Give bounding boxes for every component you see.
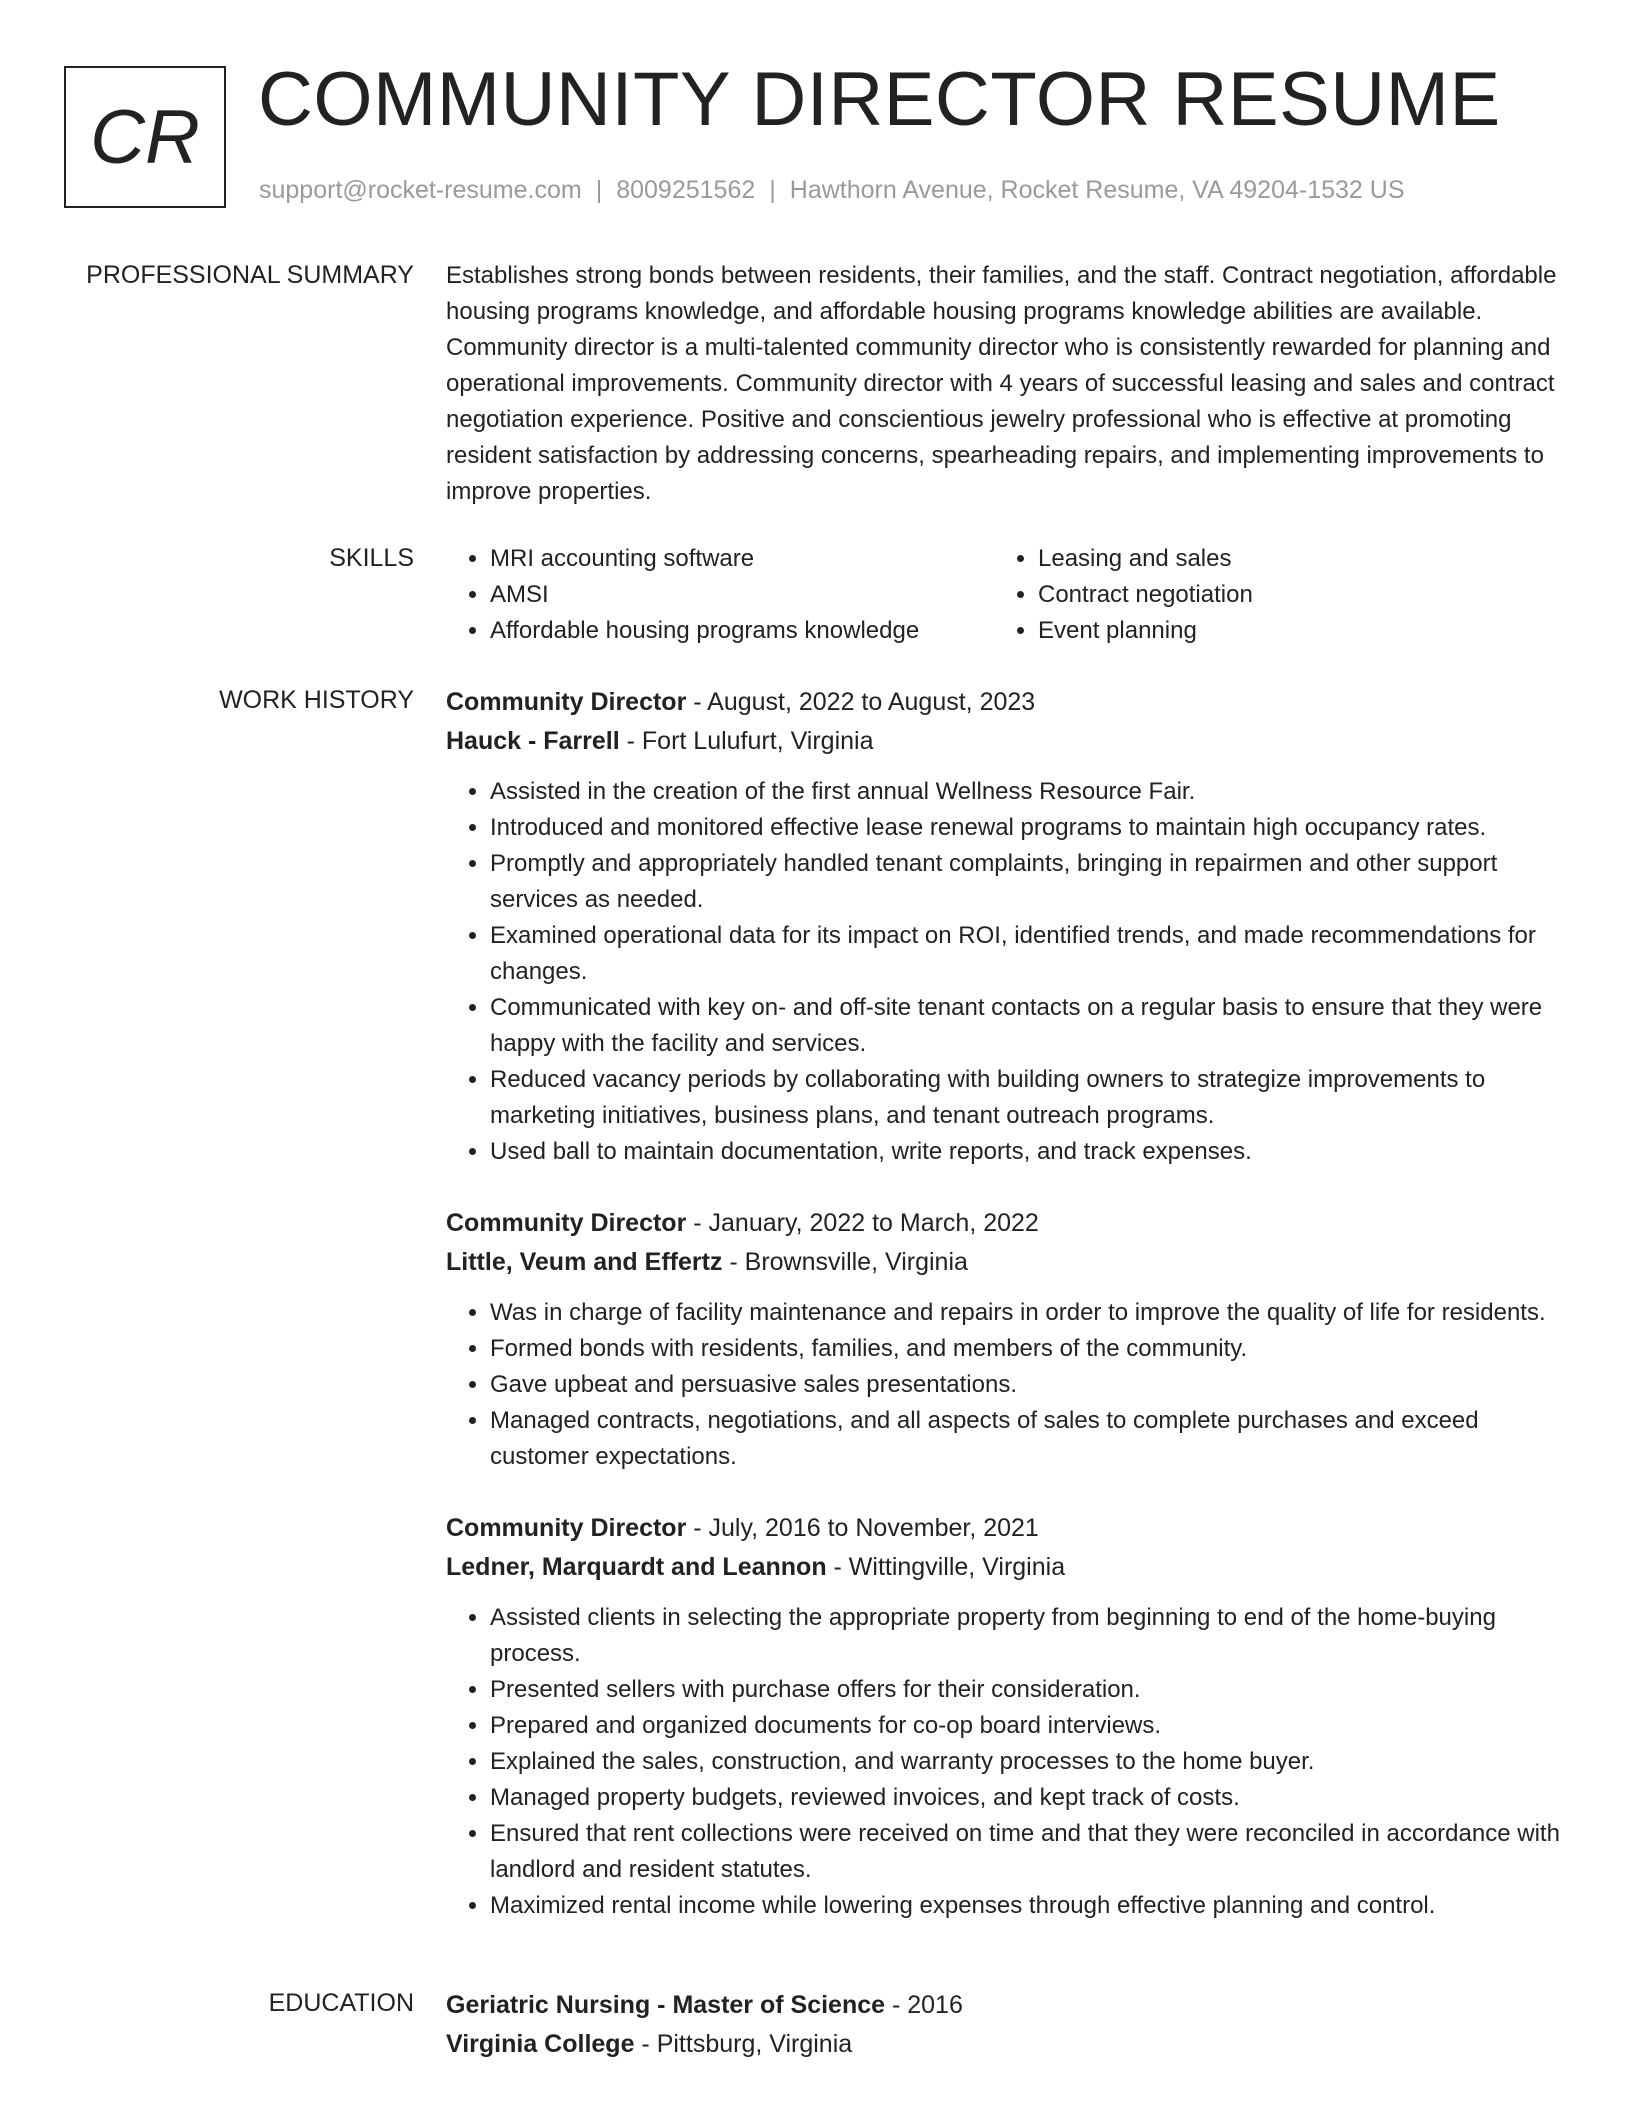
contact-address: Hawthorn Avenue, Rocket Resume, VA 49204-1532 US	[789, 176, 1405, 204]
summary-label: PROFESSIONAL SUMMARY	[86, 261, 414, 289]
contact-email[interactable]: support@rocket-resume.com	[259, 176, 582, 204]
job-company-line	[446, 1243, 1571, 1282]
summary-content	[446, 258, 1571, 510]
job-duty: • Gave upbeat and persuasive sales presentations.	[490, 1367, 1571, 1403]
skills-column-left	[446, 541, 994, 649]
education-school: Virginia College	[446, 2030, 635, 2058]
skills-label: SKILLS	[329, 544, 414, 572]
job-duty: • Managed contracts, negotiations, and all aspects of sales to complete purchases and exceed customer expectations.	[490, 1403, 1571, 1475]
job-title: Community Director	[446, 1514, 687, 1542]
contact-phone[interactable]: 8009251562	[616, 176, 756, 204]
job-duty: • Introduced and monitored effective lease renewal programs to maintain high occupancy rates.	[490, 810, 1571, 846]
job-duty: • Used ball to maintain documentation, write reports, and track expenses.	[490, 1134, 1571, 1170]
skills-column-right	[994, 541, 1514, 649]
education-school-line	[446, 2025, 1571, 2064]
job-duties	[446, 1295, 1571, 1475]
job-duty: • Maximized rental income while lowering expenses through effective planning and control.	[490, 1888, 1571, 1924]
resume-title: COMMUNITY DIRECTOR RESUME	[258, 57, 1501, 142]
job-company: Little, Veum and Effertz	[446, 1248, 723, 1276]
job-location: - Wittingville, Virginia	[826, 1553, 1066, 1581]
skill-item: • AMSI	[490, 577, 994, 613]
job-duties	[446, 774, 1571, 1170]
job-duty: • Prepared and organized documents for co-op board interviews.	[490, 1708, 1571, 1744]
job-duties	[446, 1600, 1571, 1924]
skill-item: • Contract negotiation	[1038, 577, 1514, 613]
job-duty: • Ensured that rent collections were received on time and that they were reconciled in accordance with landlord and resident statutes.	[490, 1816, 1571, 1888]
job-duty: • Promptly and appropriately handled tenant complaints, bringing in repairmen and other support services as needed.	[490, 846, 1571, 918]
job-entry	[446, 683, 1571, 1170]
job-location: - Brownsville, Virginia	[722, 1248, 968, 1276]
contact-separator: |	[595, 176, 603, 204]
contact-line	[259, 176, 1405, 205]
skill-item: • Affordable housing programs knowledge	[490, 613, 994, 649]
job-duty: • Was in charge of facility maintenance and repairs in order to improve the quality of life for residents.	[490, 1295, 1571, 1331]
skills-list	[446, 541, 1571, 649]
job-duty: • Communicated with key on- and off-site tenant contacts on a regular basis to ensure that they were happy with the facility and services.	[490, 990, 1571, 1062]
job-dates: - August, 2022 to August, 2023	[686, 688, 1036, 716]
monogram-logo: CR	[64, 66, 226, 208]
job-duty: • Explained the sales, construction, and warranty processes to the home buyer.	[490, 1744, 1571, 1780]
work-history-content	[446, 683, 1571, 1958]
education-location: - Pittsburg, Virginia	[634, 2030, 853, 2058]
job-title-line	[446, 1509, 1571, 1548]
education-content	[446, 1986, 1571, 2064]
education-degree-line	[446, 1986, 1571, 2025]
job-company: Hauck - Farrell	[446, 727, 620, 755]
job-dates: - January, 2022 to March, 2022	[686, 1209, 1039, 1237]
job-duty: • Presented sellers with purchase offers for their consideration.	[490, 1672, 1571, 1708]
job-duty: • Formed bonds with residents, families, and members of the community.	[490, 1331, 1571, 1367]
job-title-line	[446, 683, 1571, 722]
skill-item: • Leasing and sales	[1038, 541, 1514, 577]
job-duty: • Managed property budgets, reviewed invoices, and kept track of costs.	[490, 1780, 1571, 1816]
job-entry	[446, 1509, 1571, 1924]
education-label: EDUCATION	[268, 1989, 414, 2017]
education-degree: Geriatric Nursing - Master of Science	[446, 1991, 886, 2019]
job-entry	[446, 1204, 1571, 1475]
job-company: Ledner, Marquardt and Leannon	[446, 1553, 827, 1581]
summary-text: Establishes strong bonds between residents, their families, and the staff. Contract negotiation, affordable housing programs knowledge, and affordable housing programs knowledge abilities are available. Community director is a multi-talented community director who is consistently rewarded for planning and operational improvements. Community director with 4 years of successful leasing and sales and contract negotiation experience. Positive and conscientious jewelry professional who is effective at promoting resident satisfaction by addressing concerns, spearheading repairs, and implementing improvements to improve properties.	[446, 262, 1557, 505]
job-duty: • Examined operational data for its impact on ROI, identified trends, and made recommendations for changes.	[490, 918, 1571, 990]
skill-item: • MRI accounting software	[490, 541, 994, 577]
job-duty: • Assisted clients in selecting the appropriate property from beginning to end of the home-buying process.	[490, 1600, 1571, 1672]
job-location: - Fort Lulufurt, Virginia	[619, 727, 874, 755]
job-company-line	[446, 1548, 1571, 1587]
job-dates: - July, 2016 to November, 2021	[686, 1514, 1039, 1542]
job-duty: • Assisted in the creation of the first annual Wellness Resource Fair.	[490, 774, 1571, 810]
work-history-label: WORK HISTORY	[219, 686, 414, 714]
job-company-line	[446, 722, 1571, 761]
job-title: Community Director	[446, 688, 687, 716]
job-title: Community Director	[446, 1209, 687, 1237]
education-year: - 2016	[885, 1991, 963, 2019]
job-duty: • Reduced vacancy periods by collaborating with building owners to strategize improvements to marketing initiatives, business plans, and tenant outreach programs.	[490, 1062, 1571, 1134]
job-title-line	[446, 1204, 1571, 1243]
skill-item: • Event planning	[1038, 613, 1514, 649]
contact-separator: |	[769, 176, 776, 204]
